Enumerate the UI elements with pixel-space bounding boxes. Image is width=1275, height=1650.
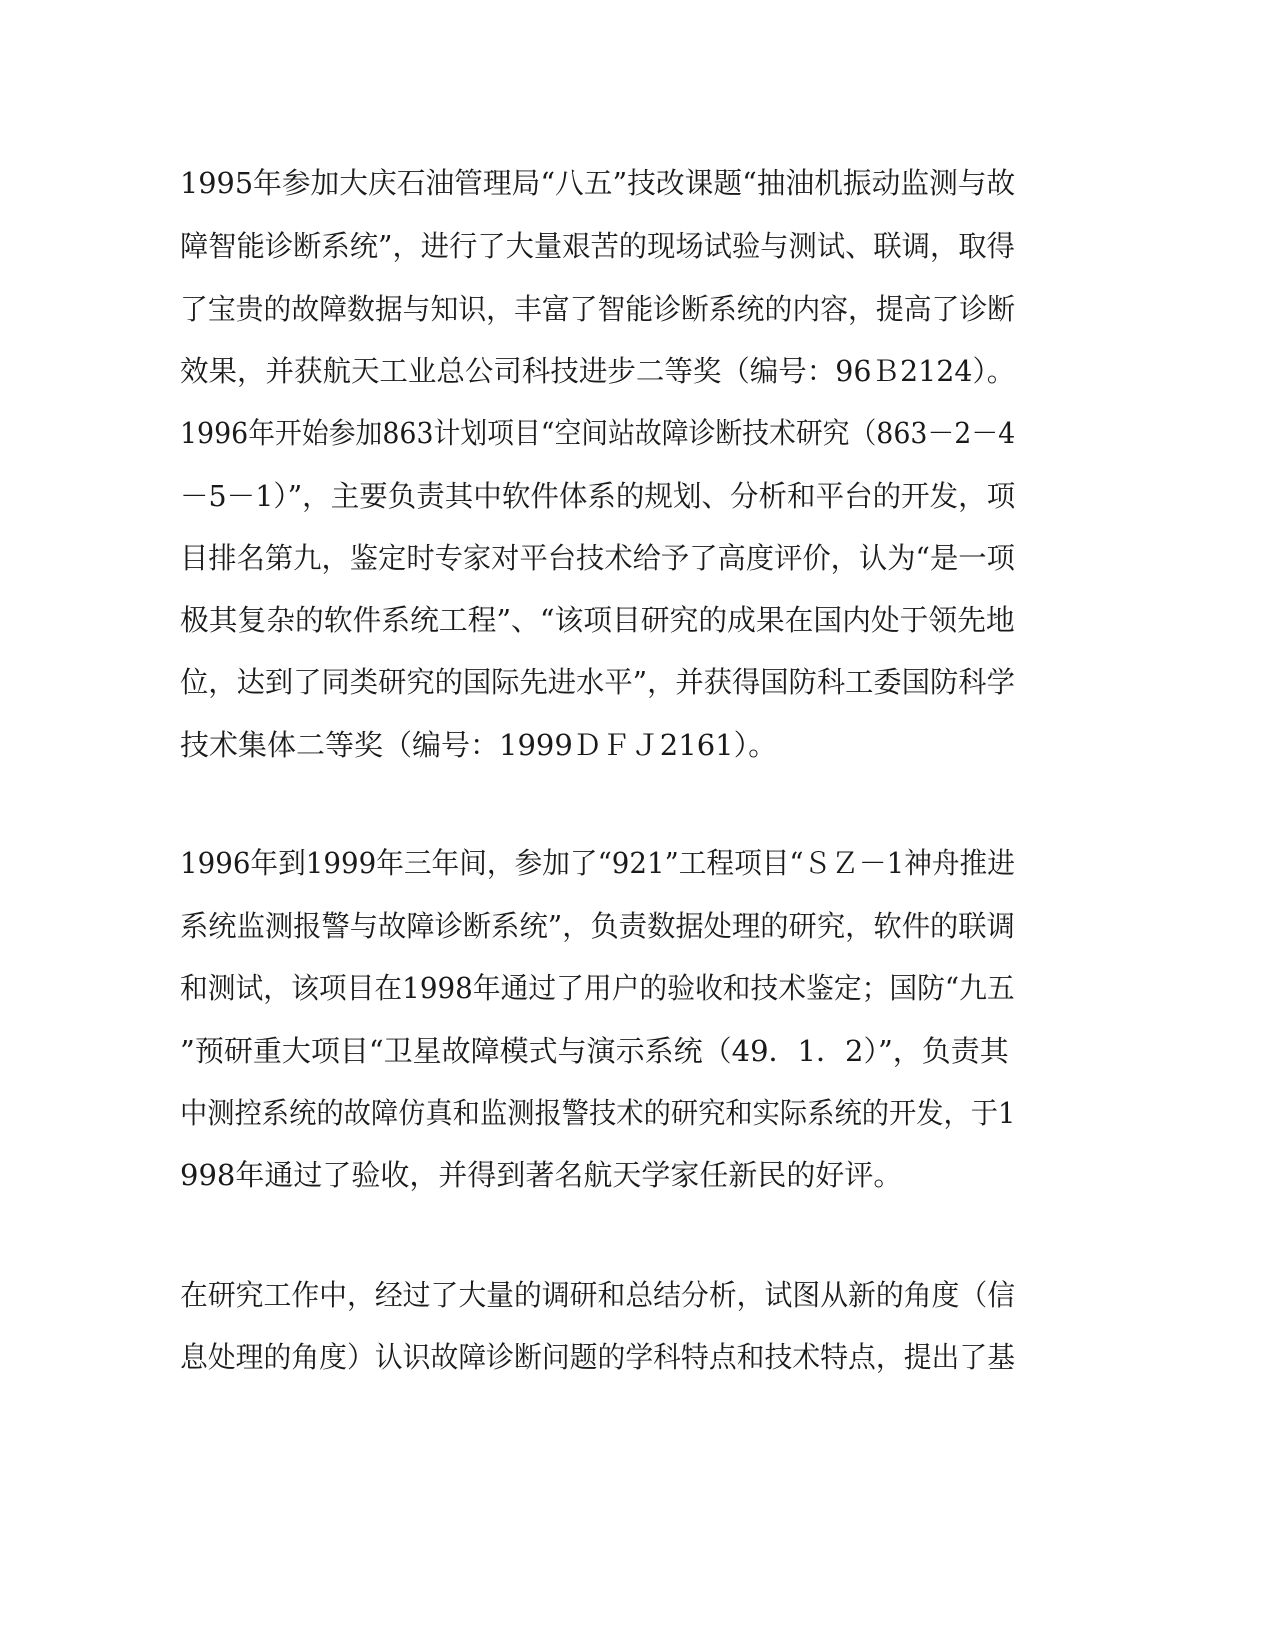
paragraph-line: 目排名第九，鉴定时专家对平台技术给予了高度评价，认为“是一项 [180, 541, 1015, 575]
paragraph-line: ”预研重大项目“卫星故障模式与演示系统（49．1．2）”，负责其 [180, 1034, 1009, 1068]
paragraph-line: 1995年参加大庆石油管理局“八五”技改课题“抽油机振动监测与故 [180, 166, 1016, 200]
paragraph-line: 位，达到了同类研究的国际先进水平”，并获得国防科工委国防科学 [180, 665, 1015, 699]
paragraph-line: 技术集体二等奖（编号：1999ＤＦＪ2161）。 [180, 728, 778, 762]
paragraph-line: 了宝贵的故障数据与知识，丰富了智能诊断系统的内容，提高了诊断 [180, 292, 1016, 326]
paragraph-line: 极其复杂的软件系统工程”、“该项目研究的成果在国内处于领先地 [180, 603, 1015, 637]
paragraph-line: 998年通过了验收，并得到著名航天学家任新民的好评。 [180, 1158, 903, 1192]
paragraph-line: 系统监测报警与故障诊断系统”，负责数据处理的研究，软件的联调 [180, 909, 1015, 943]
paragraph-line: 息处理的角度）认识故障诊断问题的学科特点和技术特点，提出了基 [180, 1340, 1016, 1374]
paragraph-line: 效果，并获航天工业总公司科技进步二等奖（编号：96Ｂ2124）。 [180, 354, 1016, 388]
paragraph-line: 1996年开始参加863计划项目“空间站故障诊断技术研究（863－2－4 [180, 416, 1016, 450]
paragraph-line: 中测控系统的故障仿真和监测报警技术的研究和实际系统的开发，于1 [180, 1096, 1016, 1130]
paragraph-line: 障智能诊断系统”，进行了大量艰苦的现场试验与测试、联调，取得 [180, 229, 1015, 263]
paragraph-line: 1996年到1999年三年间，参加了“921”工程项目“ＳＺ－1神舟推进 [180, 846, 1015, 880]
paragraph-line: 和测试，该项目在1998年通过了用户的验收和技术鉴定；国防“九五 [180, 971, 1015, 1005]
paragraph-line: 在研究工作中，经过了大量的调研和总结分析，试图从新的角度（信 [180, 1278, 1016, 1312]
paragraph-line: －5－1）”，主要负责其中软件体系的规划、分析和平台的开发，项 [180, 479, 1016, 513]
